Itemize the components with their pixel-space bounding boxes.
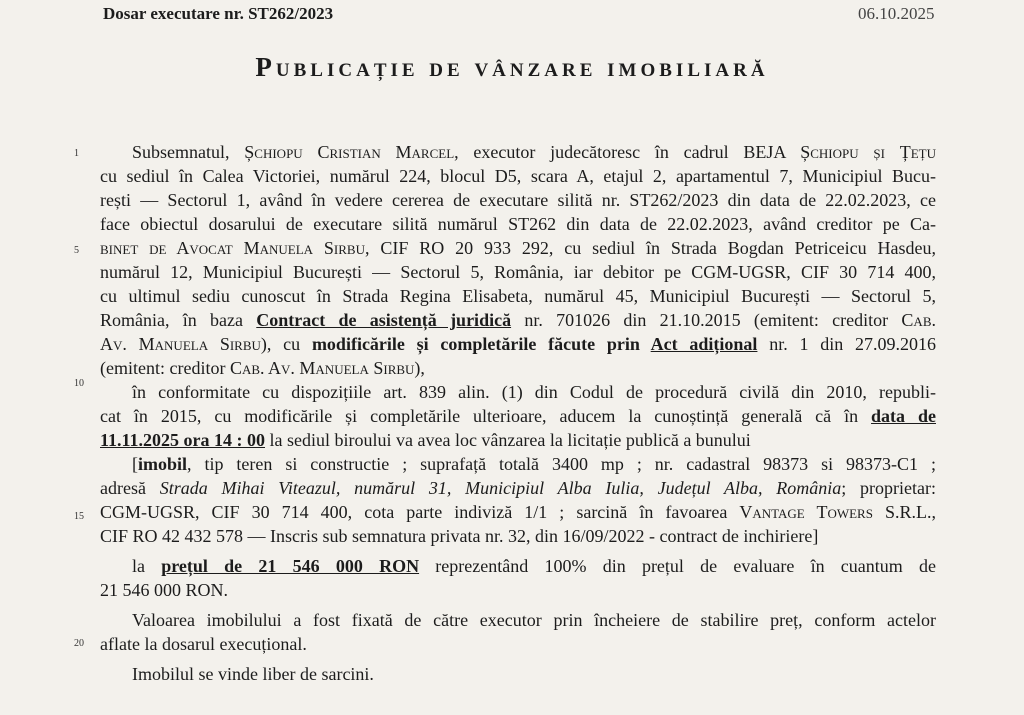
paragraph-line: aflate la dosarul execuțional. [100,634,307,654]
paragraph-line: (emitent: creditor Cab. Av. Manuela Sirbu), [100,358,425,378]
page-title: Publicație de vânzare imobiliară [255,52,769,82]
document-date: 06.10.2025 [858,4,935,23]
act-aditional-link: Act adițional [650,334,758,354]
paragraph-line: Av. Manuela Sirbu), cu modificările și completările făcute prin Act adițional nr. 1 din 27.09.2016 [100,334,936,354]
auction-time: 11.11.2025 ora 14 : 00 [100,430,265,450]
line-number: 5 [74,245,79,256]
paragraph-line: 11.11.2025 ora 14 : 00 la sediul biroului va avea loc vânzarea la licitație publică a bunului [100,430,751,450]
paragraph-line: Imobilul se vinde liber de sarcini. [132,664,374,684]
paragraph-line: CIF RO 42 432 578 — Inscris sub semnatura privata nr. 32, din 16/09/2022 - contract de inchiriere] [100,526,819,546]
paragraph-line: [imobil, tip teren si constructie ; suprafață totală 3400 mp ; nr. cadastral 98373 si 98373-C1 ; [132,454,936,474]
auction-date: data de [871,406,936,426]
paragraph-line: Valoarea imobilului a fost fixată de către executor prin încheiere de stabilire preț, conform actelor [132,610,936,630]
line-number: 15 [74,511,84,522]
line-number: 20 [74,638,84,649]
price: prețul de 21 546 000 RON [161,556,420,576]
line-number: 1 [74,148,79,159]
paragraph-line: binet de Avocat Manuela Sirbu, CIF RO 20 933 292, cu sediul în Strada Bogdan Petriceicu Hasdeu, [100,238,936,258]
paragraph-line: rești — Sectorul 1, având în vedere cererea de executare silită nr. ST262/2023 din data de 22.02.2023, ce [100,190,936,210]
paragraph-line: numărul 12, Municipiul București — Sectorul 5, România, iar debitor pe CGM-UGSR, CIF 30 714 400, [100,262,936,282]
paragraph-line: cat în 2015, cu modificările și completările ulterioare, aducem la cunoștință generală că în data de [100,406,936,426]
paragraph-line: adresă Strada Mihai Viteazul, numărul 31, Municipiul Alba Iulia, Județul Alba, România; proprietar: [100,478,937,498]
case-number: Dosar executare nr. ST262/2023 [103,4,334,23]
paragraph-line: Subsemnatul, Șchiopu Cristian Marcel, executor judecătoresc în cadrul BEJA Șchiopu și Țețu [132,142,936,162]
paragraph-line: cu ultimul sediu cunoscut în Strada Regina Elisabeta, numărul 45, Municipiul București — Sectorul 5, [100,286,936,306]
paragraph-line: face obiectul dosarului de executare silită numărul ST262 din data de 22.02.2023, având creditor pe Ca- [100,214,936,234]
paragraph-line: România, în baza Contract de asistență juridică nr. 701026 din 21.10.2015 (emitent: creditor Cab. [100,310,936,330]
paragraph-line: la prețul de 21 546 000 RON reprezentând 100% din prețul de evaluare în cuantum de [132,556,937,576]
paragraph-line: CGM-UGSR, CIF 30 714 400, cota parte indiviză 1/1 ; sarcină în favoarea Vantage Towers S.R.L., [100,502,937,522]
paragraph-line: în conformitate cu dispozițiile art. 839 alin. (1) din Codul de procedură civilă din 2010, republi- [132,382,936,402]
paragraph-line: cu sediul în Calea Victoriei, numărul 224, blocul D5, scara A, etajul 2, apartamentul 7, Municipiul Bucu- [100,166,936,186]
contract-link: Contract de asistență juridică [256,310,512,330]
line-number: 10 [74,378,84,389]
paragraph-line: 21 546 000 RON. [100,580,229,600]
